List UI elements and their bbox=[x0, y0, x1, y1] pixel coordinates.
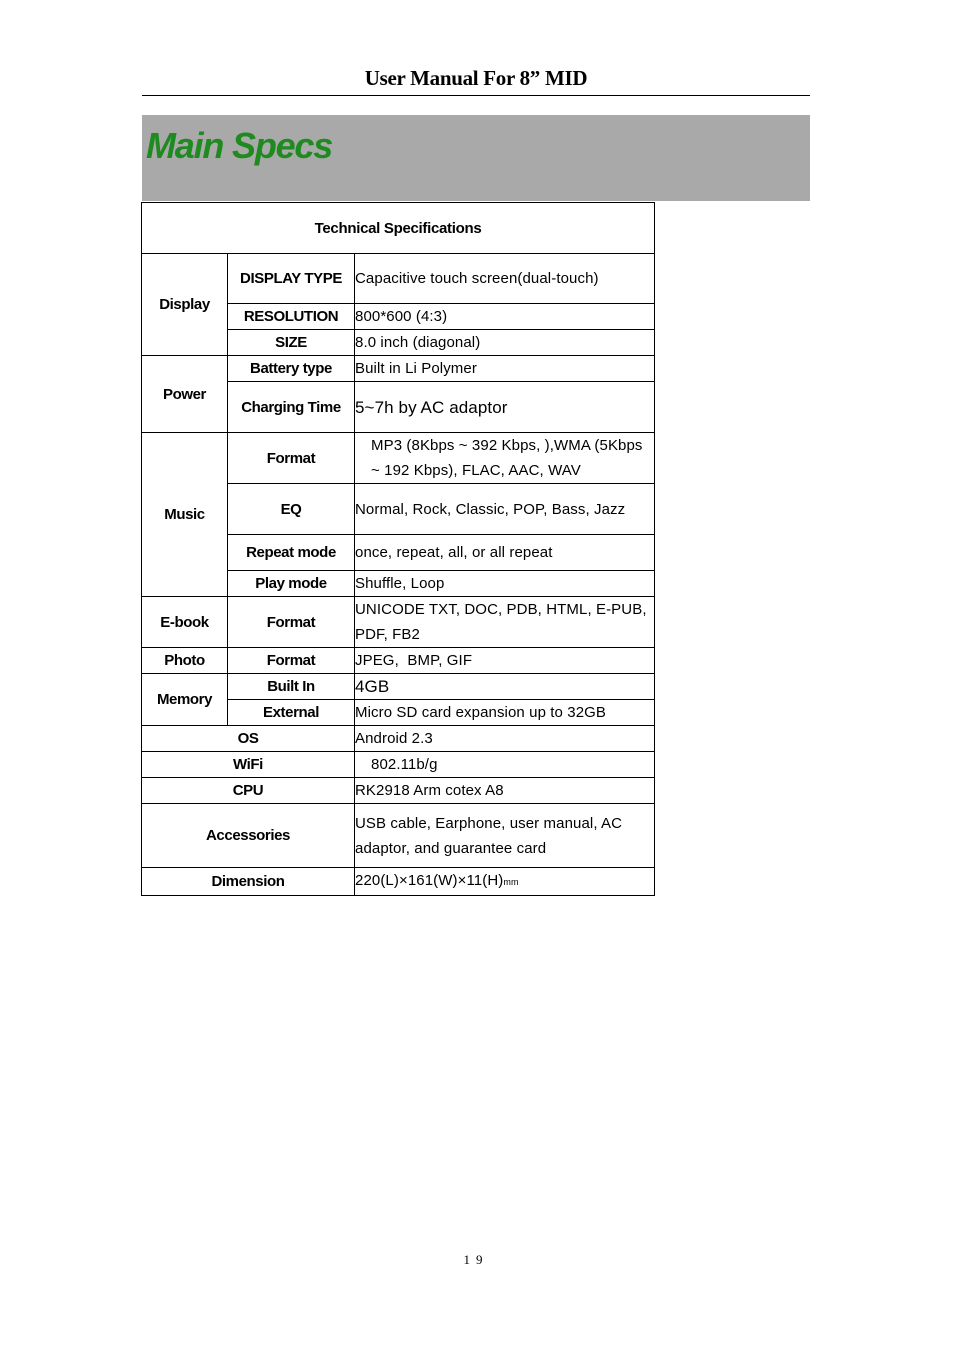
spec-value-music-format: MP3 (8Kbps ~ 392 Kbps, ),WMA (5Kbps ~ 192 Kbps), FLAC, AAC, WAV bbox=[355, 433, 655, 484]
page-header-title: User Manual For 8” MID bbox=[364, 66, 588, 90]
spec-name-built-in: Built In bbox=[228, 674, 355, 700]
spec-value-ebook-format: UNICODE TXT, DOC, PDB, HTML, E-PUB, PDF, FB2 bbox=[355, 597, 655, 648]
spec-value-os: Android 2.3 bbox=[355, 726, 655, 752]
category-memory: Memory bbox=[142, 674, 228, 726]
category-power: Power bbox=[142, 356, 228, 433]
spec-value-dimension bbox=[355, 868, 655, 896]
spec-value-wifi: 802.11b/g bbox=[355, 752, 655, 778]
header-rule bbox=[142, 95, 810, 96]
spec-name-charging-time: Charging Time bbox=[228, 382, 355, 433]
spec-value-built-in: 4GB bbox=[355, 674, 655, 700]
dimension-unit: mm bbox=[503, 877, 519, 887]
spec-name-resolution: RESOLUTION bbox=[228, 304, 355, 330]
category-music: Music bbox=[142, 433, 228, 597]
spec-value-play-mode: Shuffle, Loop bbox=[355, 571, 655, 597]
spec-value-charging-time: 5~7h by AC adaptor bbox=[355, 382, 655, 433]
spec-name-music-format: Format bbox=[228, 433, 355, 484]
spec-name-eq: EQ bbox=[228, 484, 355, 535]
category-display: Display bbox=[142, 254, 228, 356]
spec-table-title: Technical Specifications bbox=[142, 203, 655, 254]
spec-value-photo-format: JPEG, BMP, GIF bbox=[355, 648, 655, 674]
category-ebook: E-book bbox=[142, 597, 228, 648]
spec-value-display-type: Capacitive touch screen(dual-touch) bbox=[355, 254, 655, 304]
spec-name-cpu: CPU bbox=[142, 778, 355, 804]
spec-name-external: External bbox=[228, 700, 355, 726]
spec-value-accessories: USB cable, Earphone, user manual, AC adaptor, and guarantee card bbox=[355, 804, 655, 868]
spec-table bbox=[141, 202, 655, 896]
spec-value-battery-type: Built in Li Polymer bbox=[355, 356, 655, 382]
spec-name-size: SIZE bbox=[228, 330, 355, 356]
spec-value-size: 8.0 inch (diagonal) bbox=[355, 330, 655, 356]
dimension-text: 220(L)×161(W)×11(H) bbox=[355, 872, 504, 889]
page-number: 19 bbox=[463, 1252, 489, 1267]
spec-value-resolution: 800*600 (4:3) bbox=[355, 304, 655, 330]
spec-value-external: Micro SD card expansion up to 32GB bbox=[355, 700, 655, 726]
spec-name-repeat-mode: Repeat mode bbox=[228, 535, 355, 571]
spec-value-cpu: RK2918 Arm cotex A8 bbox=[355, 778, 655, 804]
section-title: Main Specs bbox=[146, 125, 333, 166]
spec-name-wifi: WiFi bbox=[142, 752, 355, 778]
spec-value-repeat-mode: once, repeat, all, or all repeat bbox=[355, 535, 655, 571]
spec-name-dimension: Dimension bbox=[142, 868, 355, 896]
spec-name-battery-type: Battery type bbox=[228, 356, 355, 382]
spec-value-eq: Normal, Rock, Classic, POP, Bass, Jazz bbox=[355, 484, 655, 535]
spec-name-play-mode: Play mode bbox=[228, 571, 355, 597]
spec-name-display-type: DISPLAY TYPE bbox=[228, 254, 355, 304]
section-banner bbox=[142, 115, 810, 201]
spec-name-os: OS bbox=[142, 726, 355, 752]
spec-name-ebook-format: Format bbox=[228, 597, 355, 648]
spec-name-accessories: Accessories bbox=[142, 804, 355, 868]
category-photo: Photo bbox=[142, 648, 228, 674]
spec-name-photo-format: Format bbox=[228, 648, 355, 674]
